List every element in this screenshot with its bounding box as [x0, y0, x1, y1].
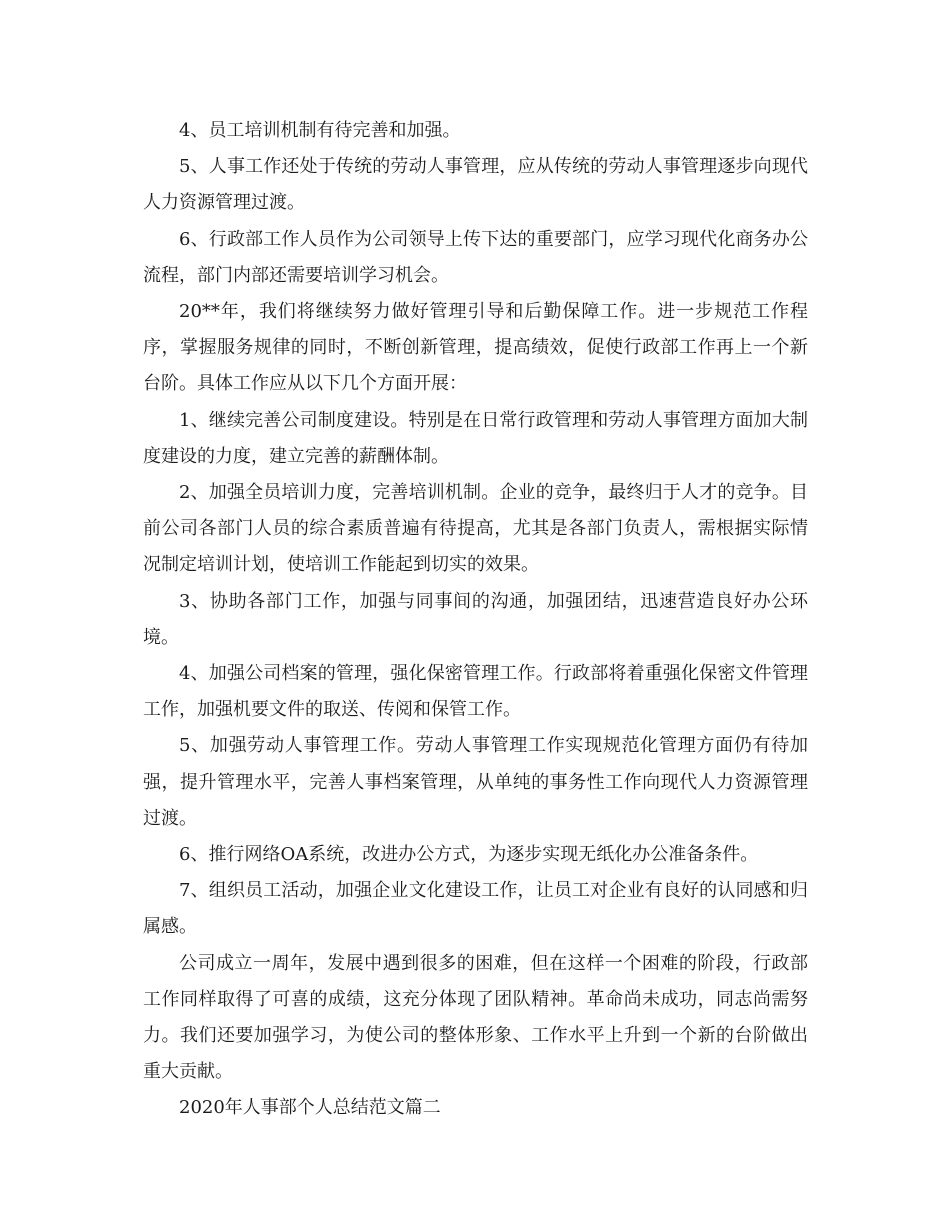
paragraph-plan-7-staff-activities: 7、组织员工活动，加强企业文化建设工作，让员工对企业有良好的认同感和归属感。: [143, 880, 808, 938]
paragraph-issue-4-training: 4、员工培训机制有待完善和加强。: [179, 120, 461, 141]
paragraph-plan-5-hr-management: 5、加强劳动人事管理工作。劳动人事管理工作实现规范化管理方面仍有待加强，提升管理水平，完善人事档案管理，从单纯的事务性工作向现代人力资源管理过渡。: [143, 735, 808, 829]
paragraph-plan-2-training: 2、加强全员培训力度，完善培训机制。企业的竞争，最终归于人才的竞争。目前公司各部门人员的综合素质普遍有待提高，尤其是各部门负责人，需根据实际情况制定培训计划，使培训工作能起到切实的效果。: [143, 482, 808, 576]
document-body: [143, 113, 808, 1127]
paragraph-plan-1-system-building: 1、继续完善公司制度建设。特别是在日常行政管理和劳动人事管理方面加大制度建设的力度，建立完善的薪酬体制。: [143, 409, 808, 467]
paragraph-plan-3-cooperation: 3、协助各部门工作，加强与同事间的沟通，加强团结，迅速营造良好办公环境。: [143, 590, 808, 648]
paragraph-plan-6-oa-system: 6、推行网络OA系统，改进办公方式，为逐步实现无纸化办公准备条件。: [179, 844, 759, 866]
paragraph-conclusion: 公司成立一周年，发展中遇到很多的困难，但在这样一个困难的阶段，行政部工作同样取得了可喜的成绩，这充分体现了团队精神。革命尚未成功，同志尚需努力。我们还要加强学习，为使公司的整体形象、工作水平上升到一个新的台阶做出重大贡献。: [143, 952, 808, 1083]
section-heading-part-two: 2020年人事部个人总结范文篇二: [179, 1097, 441, 1119]
paragraph-plan-4-archives: 4、加强公司档案的管理，强化保密管理工作。行政部将着重强化保密文件管理工作，加强机要文件的取送、传阅和保管工作。: [143, 663, 808, 721]
paragraph-issue-6-admin-staff: 6、行政部工作人员作为公司领导上传下达的重要部门，应学习现代化商务办公流程，部门内部还需要培训学习机会。: [143, 228, 808, 286]
paragraph-next-year-plan: 20**年，我们将继续努力做好管理引导和后勤保障工作。进一步规范工作程序，掌握服务规律的同时，不断创新管理，提高绩效，促使行政部工作再上一个新台阶。具体工作应从以下几个方面开展：: [143, 301, 808, 395]
paragraph-issue-5-hr-management: 5、人事工作还处于传统的劳动人事管理，应从传统的劳动人事管理逐步向现代人力资源管理过渡。: [143, 156, 808, 214]
